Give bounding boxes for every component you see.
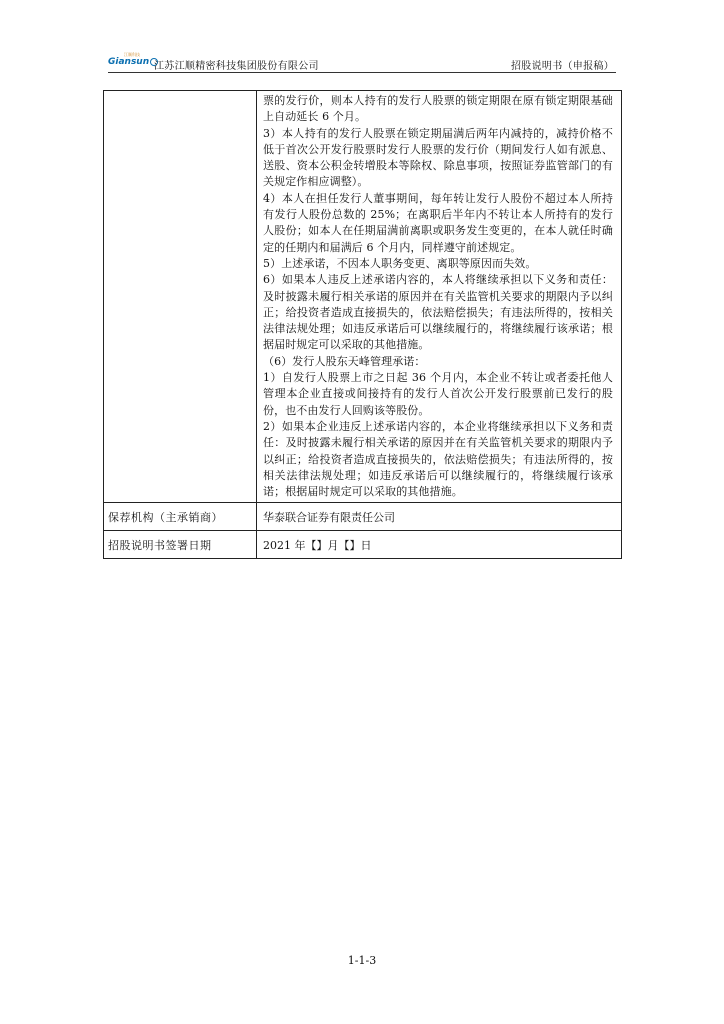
signing-date-row [104, 531, 622, 559]
commitment-paragraph: 2）如果本企业违反上述承诺内容的，本企业将继续承担以下义务和责任：及时披露未履行相关承诺的原因并在有关监管机关要求的期限内予以纠正；给投资者造成直接损失的，依法赔偿损失；有违法所得的，按相关法律法规处理；如违反承诺后可以继续履行的，将继续履行该承诺；根据届时规定可以采取的其他措施。 [263, 419, 613, 499]
commitment-paragraph: 4）本人在担任发行人董事期间，每年转让发行人股份不超过本人所持有发行人股份总数的 25%；在离职后半年内不转让本人所持有的发行人股份；如本人在任期届满前离职或职务发生变更的，在本人就任时确定的任期内和届满后 6 个月内，同样遵守前述规定。 [263, 191, 613, 254]
info-table [103, 90, 622, 559]
commitment-paragraph: 3）本人持有的发行人股票在锁定期届满后两年内减持的，减持价格不低于首次公开发行股票时发行人股票的发行价（期间发行人如有派息、送股、资本公积金转增股本等除权、除息事项，按照证券监管部门的有关规定作相应调整）。 [263, 126, 613, 189]
page-header [108, 50, 616, 72]
sponsor-label: 保荐机构（主承销商） [104, 503, 257, 531]
header-divider [108, 72, 616, 73]
commitment-label-cell [104, 91, 257, 503]
logo-wordmark: Giansun [108, 57, 158, 67]
commitment-content [257, 91, 622, 503]
company-name: 江苏江顺精密科技集团股份有限公司 [154, 61, 319, 72]
signing-date-label: 招股说明书签署日期 [104, 531, 257, 559]
page-number: 1-1-3 [347, 954, 377, 967]
commitment-paragraph: 1）自发行人股票上市之日起 36 个月内，本企业不转让或者委托他人管理本企业直接或间接持有的发行人首次公开发行股票前已发行的股份，也不由发行人回购该等股份。 [263, 371, 613, 417]
company-logo [108, 54, 156, 68]
commitment-heading: （6）发行人股东天峰管理承诺： [263, 354, 426, 368]
signing-date-value: 2021 年【】月【】日 [257, 531, 622, 559]
document-title: 招股说明书（申报稿） [511, 61, 614, 72]
logo-chinese-text: 江顺科技 [124, 52, 140, 57]
commitment-paragraph: 6）如果本人违反上述承诺内容的，本人将继续承担以下义务和责任：及时披露未履行相关承诺的原因并在有关监管机关要求的期限内予以纠正；给投资者造成直接损失的，依法赔偿损失；有违法所得的，按相关法律法规处理；如违反承诺后可以继续履行的，将继续履行该承诺；根据届时规定可以采取的其他措施。 [263, 273, 613, 352]
commitment-paragraph: 5）上述承诺，不因本人职务变更、离职等原因而失效。 [263, 256, 537, 270]
sponsor-value: 华泰联合证券有限责任公司 [257, 503, 622, 531]
sponsor-row [104, 503, 622, 531]
commitment-row [104, 91, 622, 503]
commitment-paragraph: 票的发行价，则本人持有的发行人股票的锁定期限在原有锁定期限基础上自动延长 6 个月。 [263, 94, 613, 124]
